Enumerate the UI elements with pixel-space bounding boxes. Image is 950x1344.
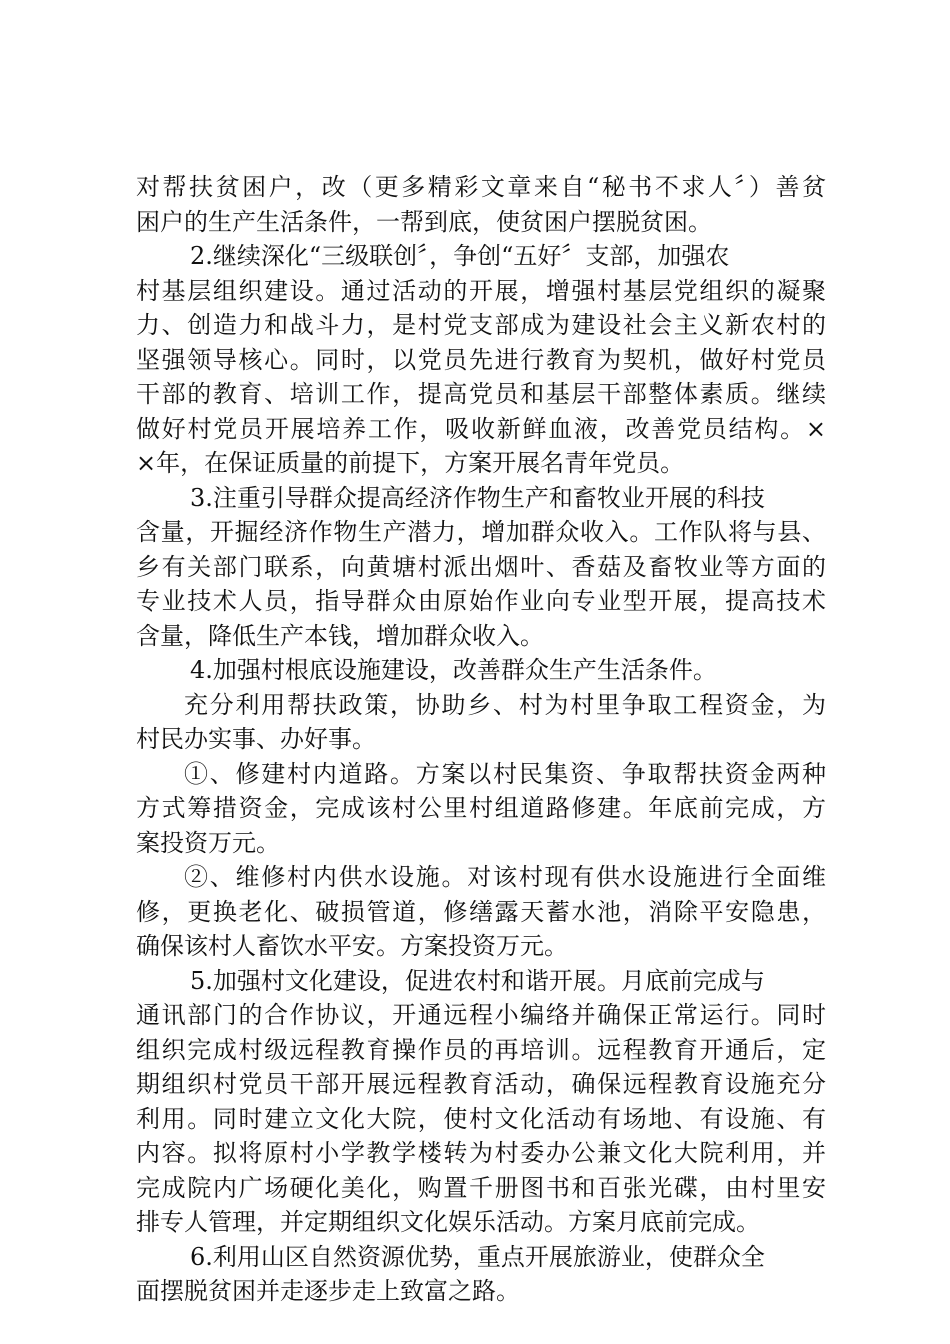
text-line: 6.利用山区自然资源优势，重点开展旅游业，使群众全 [190, 1242, 765, 1271]
text-line: 乡有关部门联系，向黄塘村派出烟叶、香菇及畜牧业等方面的 [136, 552, 826, 581]
text-line: 完成院内广场硬化美化，购置千册图书和百张光碟，由村里安 [136, 1173, 826, 1202]
text-line: 村民办实事、办好事。 [136, 725, 376, 753]
text-line: 4.加强村根底设施建设，改善群众生产生活条件。 [190, 656, 717, 684]
text-line: 专业技术人员，指导群众由原始作业向专业型开展，提高技术 [136, 587, 826, 615]
text-line: 含量，开掘经济作物生产潜力，增加群众收入。工作队将与县、 [136, 518, 826, 546]
text-line: 充分利用帮扶政策，协助乡、村为村里争取工程资金，为 [184, 690, 826, 719]
text-line: 内容。拟将原村小学教学楼转为村委办公兼文化大院利用，并 [136, 1139, 826, 1167]
text-line: ×年，在保证质量的前提下，方案开展名青年党员。 [136, 449, 685, 477]
text-line: 5.加强村文化建设，促进农村和谐开展。月底前完成与 [190, 966, 765, 995]
text-line: 利用。同时建立文化大院，使村文化活动有场地、有设施、有 [136, 1104, 826, 1133]
text-line: ①、修建村内道路。方案以村民集资、争取帮扶资金两种 [184, 759, 826, 788]
text-line: 2.继续深化“三级联创〞，争创“五好〞支部，加强农 [190, 242, 730, 270]
text-line: 确保该村人畜饮水平安。方案投资万元。 [136, 932, 568, 960]
text-line: 困户的生产生活条件，一帮到底，使贫困户摆脱贫困。 [136, 207, 712, 236]
text-line: 面摆脱贫困并走逐步走上致富之路。 [136, 1277, 520, 1305]
text-line: 村基层组织建设。通过活动的开展，增强村基层党组织的凝聚 [136, 276, 826, 305]
text-line: 排专人管理，并定期组织文化娱乐活动。方案月底前完成。 [136, 1208, 760, 1236]
text-line: 修，更换老化、破损管道，修缮露天蓄水池，消除平安隐患， [136, 897, 826, 926]
text-line: 期组织村党员干部开展远程教育活动，确保远程教育设施充分 [136, 1070, 826, 1098]
text-line: 做好村党员开展培养工作，吸收新鲜血液，改善党员结构。× [136, 414, 826, 443]
text-line: 含量，降低生产本钱，增加群众收入。 [136, 621, 544, 650]
text-line: 干部的教育、培训工作，提高党员和基层干部整体素质。继续 [136, 380, 826, 408]
text-line: 对帮扶贫困户，改（更多精彩文章来自“秘书不求人〞）善贫 [136, 173, 826, 201]
text-line: 通讯部门的合作协议，开通远程小编络并确保正常运行。同时 [136, 1001, 826, 1029]
text-line: ②、维修村内供水设施。对该村现有供水设施进行全面维 [184, 863, 826, 891]
text-line: 力、创造力和战斗力，是村党支部成为建设社会主义新农村的 [136, 311, 826, 339]
text-line: 坚强领导核心。同时，以党员先进行教育为契机，做好村党员 [136, 345, 826, 374]
text-line: 组织完成村级远程教育操作员的再培训。远程教育开通后，定 [136, 1035, 826, 1064]
text-line: 方式筹措资金，完成该村公里村组道路修建。年底前完成，方 [136, 794, 826, 822]
text-line: 3.注重引导群众提高经济作物生产和畜牧业开展的科技 [190, 483, 765, 512]
text-line: 案投资万元。 [136, 828, 280, 857]
document-body [136, 170, 826, 1309]
